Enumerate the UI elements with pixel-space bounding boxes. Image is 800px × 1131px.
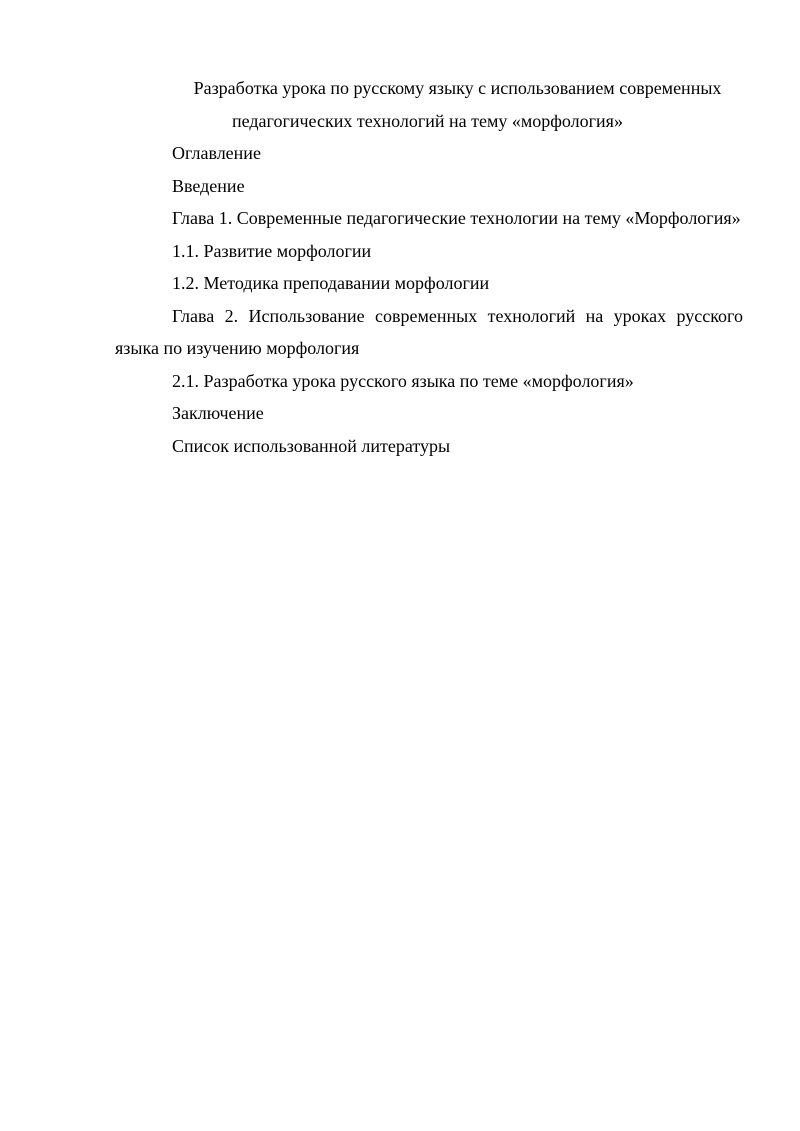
- toc-heading: Оглавление: [172, 143, 261, 163]
- toc-item-section-2-1: 2.1. Разработка урока русского языка по теме «морфология»: [172, 370, 634, 391]
- toc-item-conclusion: Заключение: [172, 403, 264, 423]
- toc-item-references: Список использованной литературы: [172, 435, 451, 456]
- toc-item-chapter-2: Глава 2. Использование современных технологий на уроках русского языка по изучению морфология: [115, 305, 743, 358]
- title-line-2: педагогических технологий на тему «морфология»: [232, 110, 623, 131]
- toc-item-introduction: Введение: [172, 175, 245, 196]
- toc-item-section-1-1: 1.1. Развитие морфологии: [172, 240, 372, 261]
- document-title: [115, 72, 743, 137]
- document-page: [115, 72, 743, 462]
- toc-item-chapter-1: Глава 1. Современные педагогические технологии на тему «Морфология»: [172, 208, 741, 228]
- toc-item-section-1-2: 1.2. Методика преподавании морфологии: [172, 273, 490, 293]
- title-line-1: Разработка урока по русскому языку с использованием современных: [193, 78, 722, 98]
